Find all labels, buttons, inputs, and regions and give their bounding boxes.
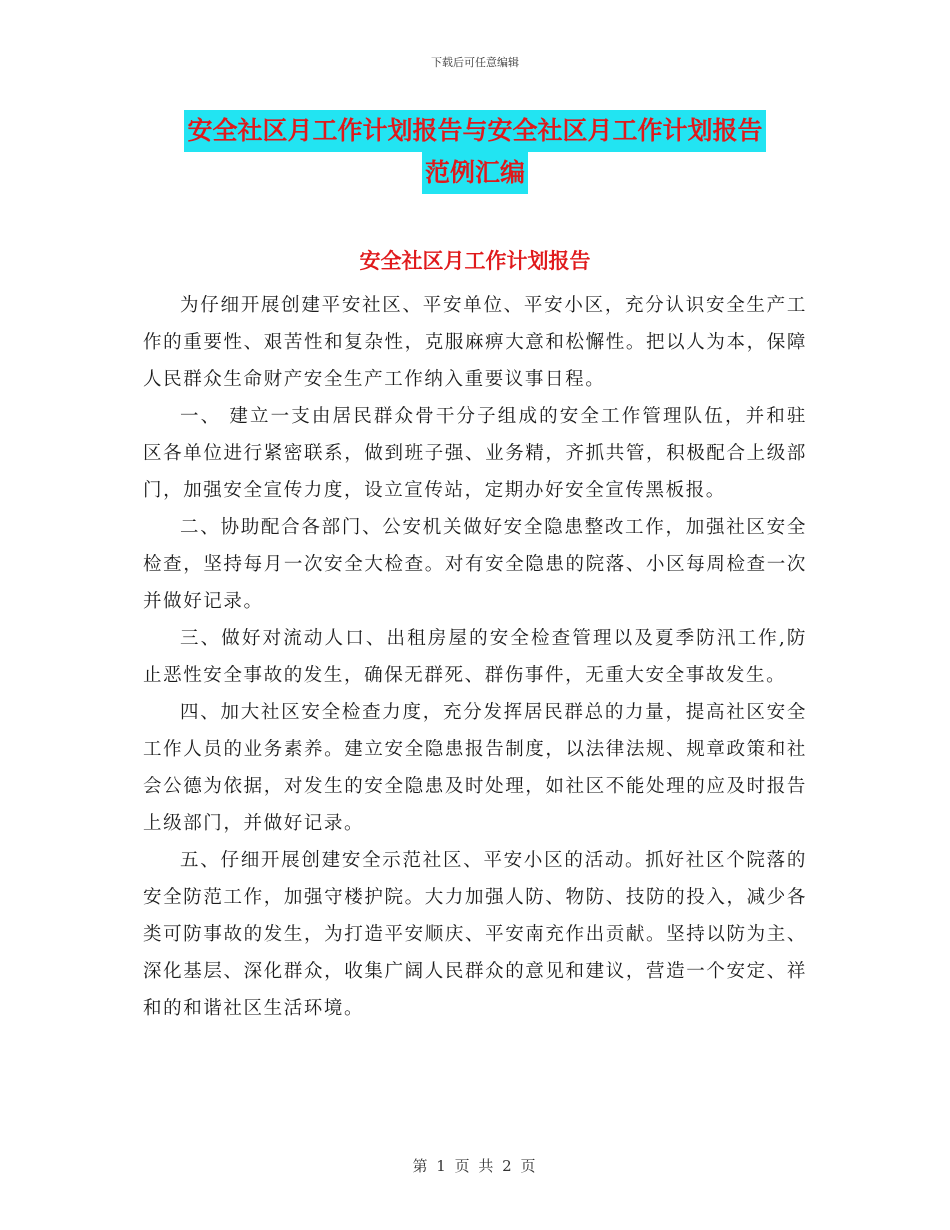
title-line-1: 安全社区月工作计划报告与安全社区月工作计划报告 (184, 110, 765, 152)
document-title (143, 110, 807, 194)
body-text (143, 287, 807, 1027)
paragraph-item-4: 四、加大社区安全检查力度，充分发挥居民群总的力量，提高社区安全工作人员的业务素养。建立安全隐患报告制度，以法律法规、规章政策和社会公德为依据，对发生的安全隐患及时处理，如社区不能处理的应及时报告上级部门，并做好记录。 (143, 702, 807, 834)
paragraph-intro: 为仔细开展创建平安社区、平安单位、平安小区，充分认识安全生产工作的重要性、艰苦性和复杂性，克服麻痹大意和松懈性。把以人为本，保障人民群众生命财产安全生产工作纳入重要议事日程。 (143, 295, 807, 390)
section-title: 安全社区月工作计划报告 (359, 249, 591, 273)
header-note: 下载后可任意编辑 (431, 56, 519, 69)
paragraph-item-2: 二、协助配合各部门、公安机关做好安全隐患整改工作，加强社区安全检查，坚持每月一次安全大检查。对有安全隐患的院落、小区每周检查一次并做好记录。 (143, 517, 807, 612)
page-footer: 第 1 页 共 2 页 (412, 1157, 538, 1175)
title-line-2: 范例汇编 (422, 152, 528, 194)
paragraph-item-3: 三、做好对流动人口、出租房屋的安全检查管理以及夏季防汛工作,防止恶性安全事故的发生，确保无群死、群伤事件，无重大安全事故发生。 (143, 628, 807, 686)
paragraph-item-1: 一、 建立一支由居民群众骨干分子组成的安全工作管理队伍，并和驻区各单位进行紧密联系，做到班子强、业务精，齐抓共管，积极配合上级部门，加强安全宣传力度，设立宣传站，定期办好安全宣传黑板报。 (143, 406, 807, 501)
paragraph-item-5: 五、仔细开展创建安全示范社区、平安小区的活动。抓好社区个院落的安全防范工作，加强守楼护院。大力加强人防、物防、技防的投入，减少各类可防事故的发生，为打造平安顺庆、平安南充作出贡献。坚持以防为主、深化基层、深化群众，收集广阔人民群众的意见和建议，营造一个安定、祥和的和谐社区生活环境。 (143, 850, 807, 1019)
